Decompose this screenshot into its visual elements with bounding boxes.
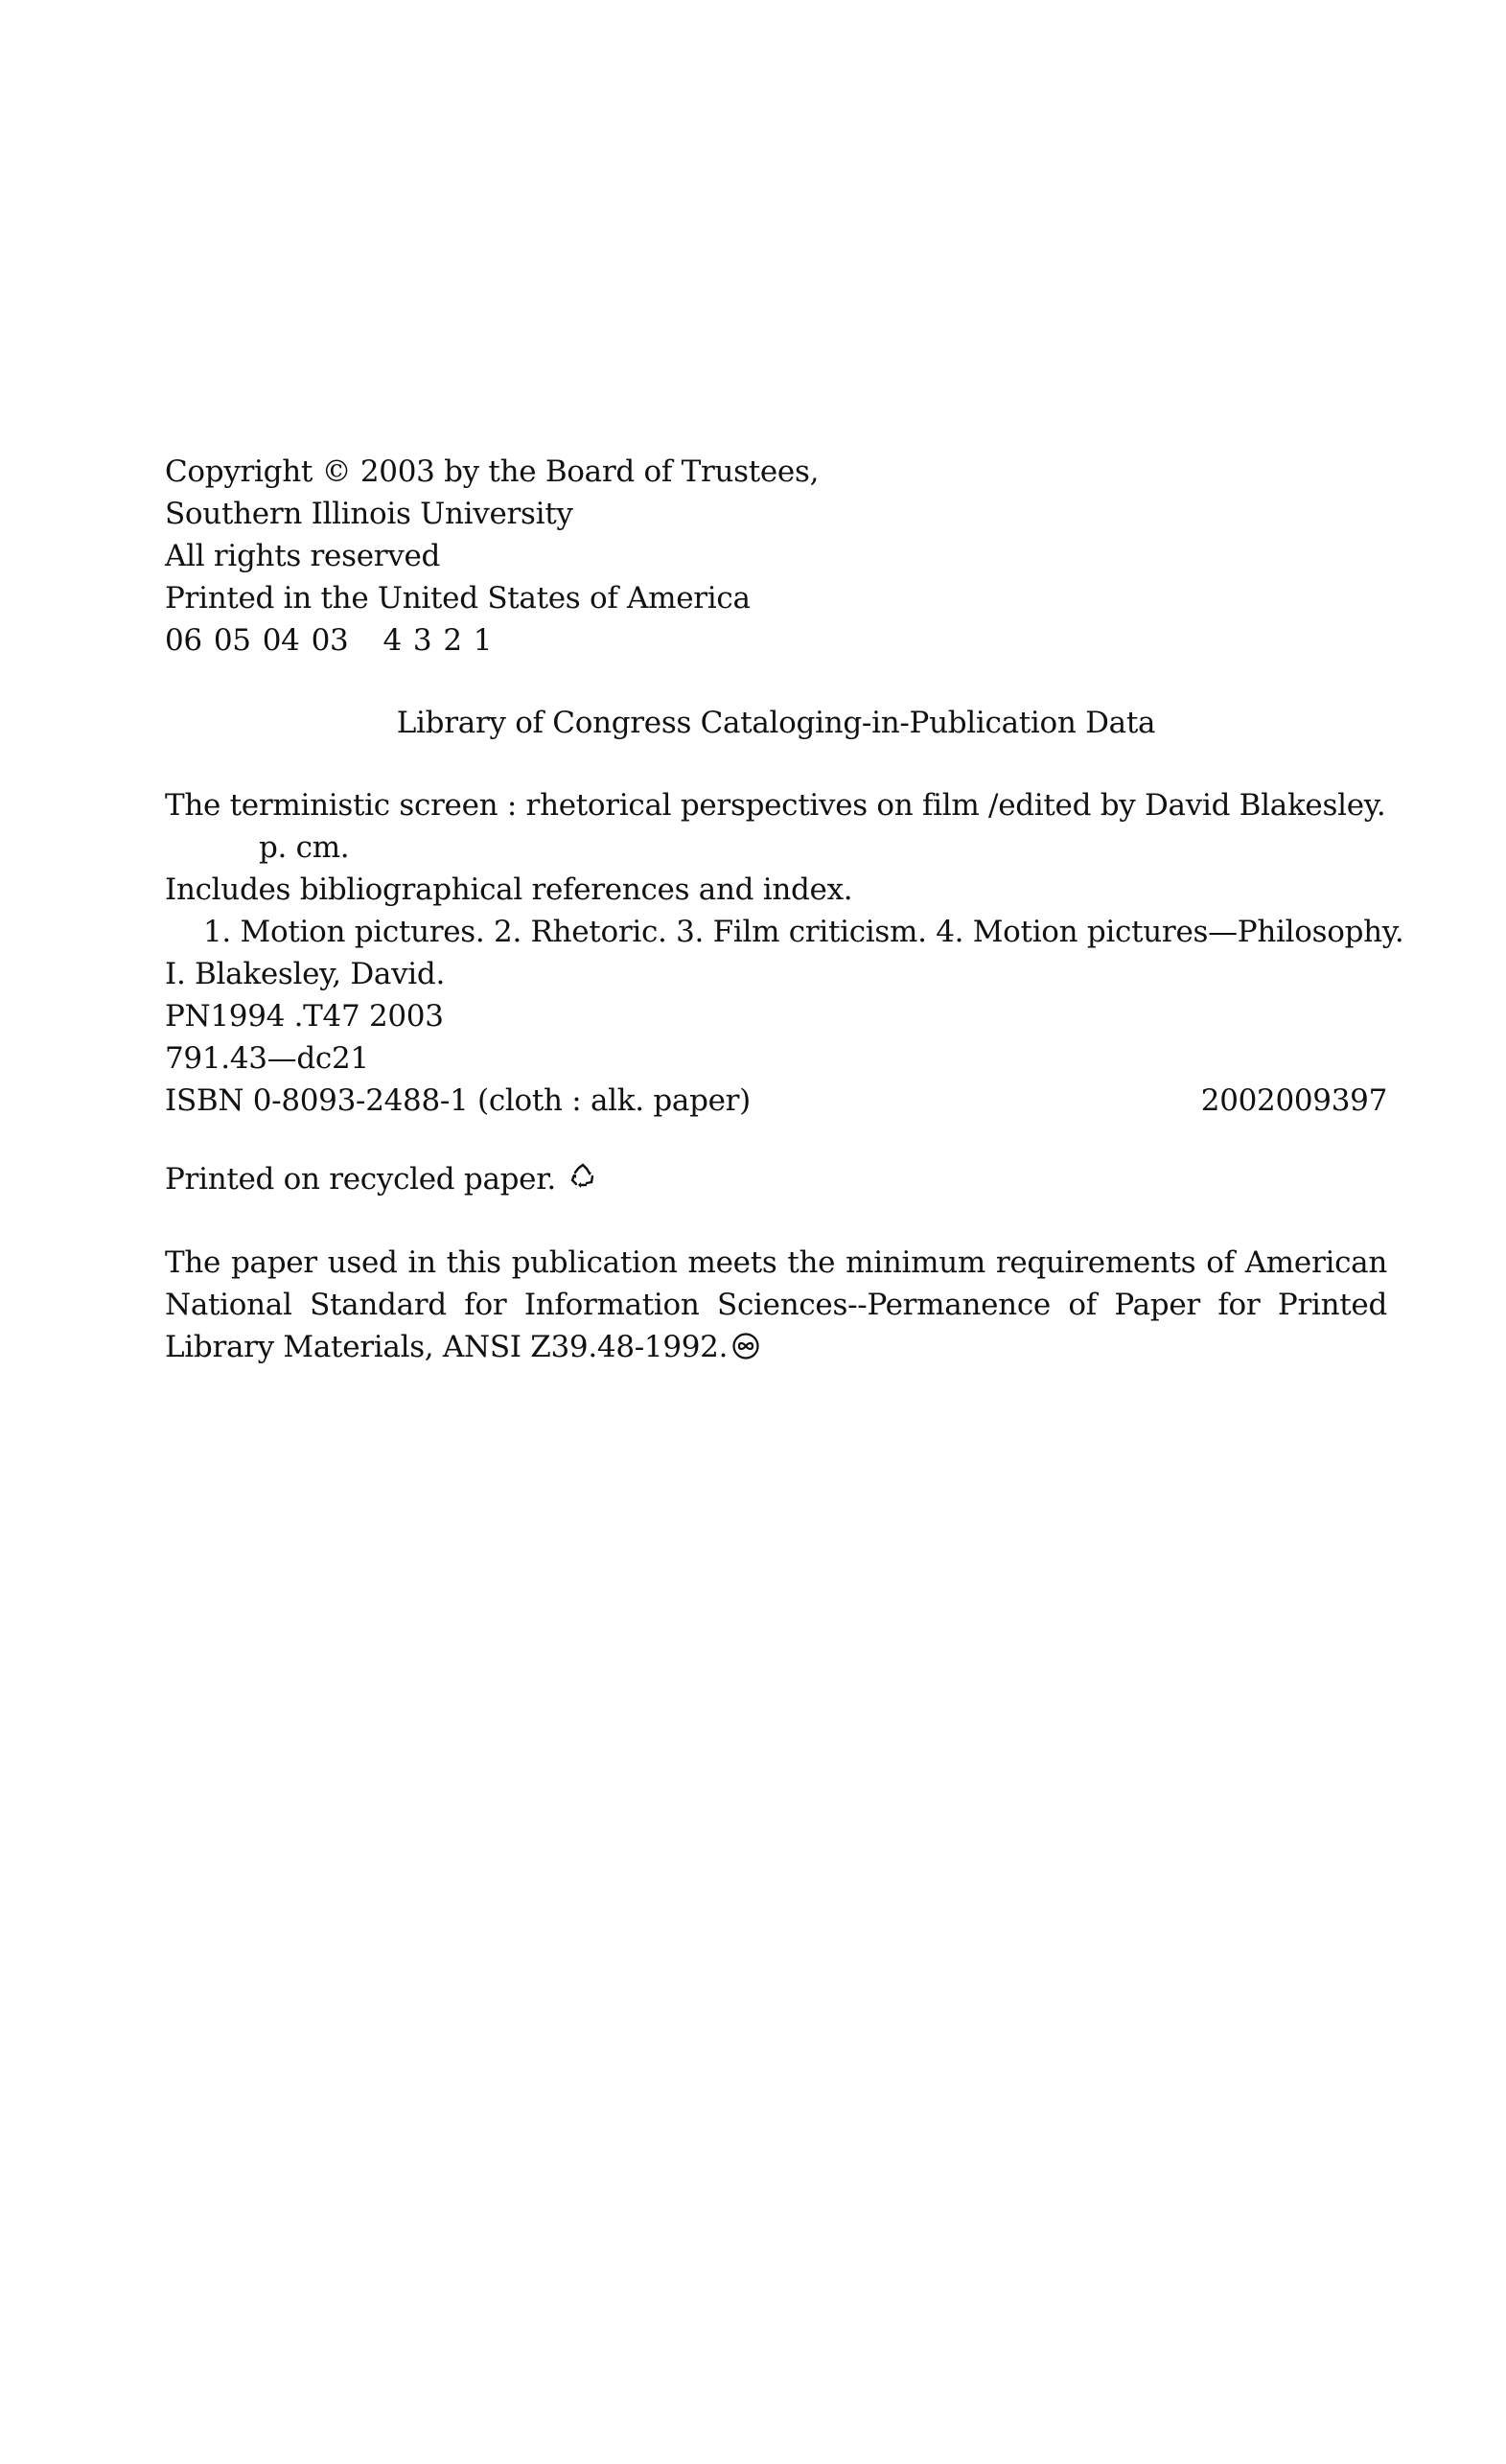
printing-year: 05 [213, 623, 251, 658]
rights-line: All rights reserved [165, 539, 441, 573]
printing-number: 2 [443, 623, 462, 658]
recycled-text: Printed on recycled paper. [165, 1162, 556, 1197]
printing-year: 06 [165, 623, 202, 658]
cip-title-line: The terministic screen : rhetorical perspectives on film /edited by David Blakesley. [165, 788, 1386, 823]
cip-lccn: 2002009397 [1200, 1083, 1387, 1118]
printing-year: 04 [262, 623, 300, 658]
cip-block [165, 784, 1404, 1122]
printing-number: 4 [382, 623, 402, 658]
printing-number: 1 [473, 623, 493, 658]
cip-includes: Includes bibliographical references and index. [165, 872, 853, 907]
cip-isbn-row [165, 1080, 1387, 1122]
permanence-statement [165, 1242, 1387, 1368]
cip-pcm: p. cm. [259, 830, 350, 865]
cip-added-entry: I. Blakesley, David. [165, 957, 445, 991]
recycled-statement [165, 1158, 1387, 1200]
cip-isbn: ISBN 0-8093-2488-1 (cloth : alk. paper) [165, 1083, 751, 1118]
publisher-line: Southern Illinois University [165, 497, 573, 531]
printing-year: 03 [311, 623, 349, 658]
copyright-block [165, 451, 1387, 662]
cip-dewey: 791.43—dc21 [165, 1041, 369, 1076]
printing-line [165, 619, 1387, 662]
cip-heading: Library of Congress Cataloging-in-Publication Data [396, 706, 1156, 740]
printing-number: 3 [412, 623, 432, 658]
recycle-icon [568, 1160, 597, 1189]
permanence-text: The paper used in this publication meets the minimum requirements of American National Standard for Information Sciences--Permanence of Paper for Printed Library Materials, ANSI Z39.48-1992. [165, 1245, 1387, 1364]
infinity-icon [731, 1330, 760, 1359]
printed-in-line: Printed in the United States of America [165, 581, 751, 616]
cip-subjects: 1. Motion pictures. 2. Rhetoric. 3. Film criticism. 4. Motion pictures—Philosophy. [203, 915, 1404, 949]
permanence-paragraph [165, 1242, 1387, 1368]
copyright-line: Copyright © 2003 by the Board of Trustees, [165, 454, 820, 489]
cip-lc-class: PN1994 .T47 2003 [165, 999, 444, 1034]
